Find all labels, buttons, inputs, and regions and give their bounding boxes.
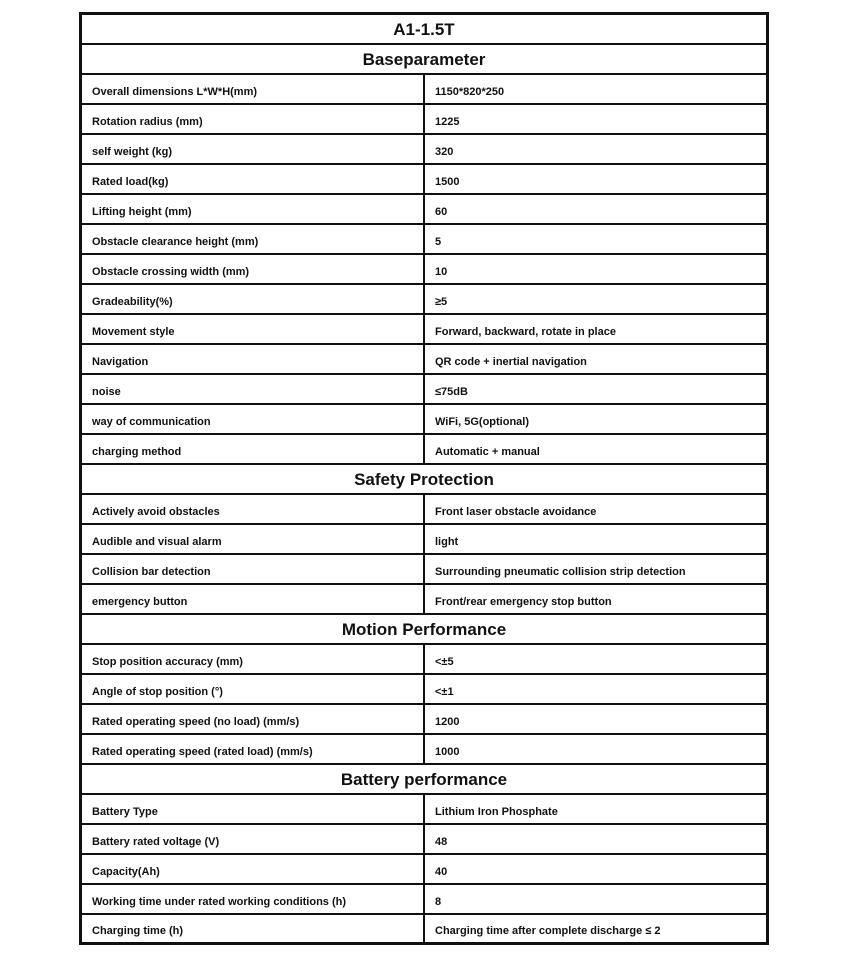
table-row <box>81 644 768 674</box>
spec-value: QR code + inertial navigation <box>424 344 768 374</box>
spec-value: 60 <box>424 194 768 224</box>
spec-value: Front/rear emergency stop button <box>424 584 768 614</box>
spec-value: Surrounding pneumatic collision strip detection <box>424 554 768 584</box>
spec-label: Charging time (h) <box>81 914 425 944</box>
table-row <box>81 494 768 524</box>
section-heading: Baseparameter <box>81 44 768 74</box>
spec-value: 1500 <box>424 164 768 194</box>
spec-label: charging method <box>81 434 425 464</box>
spec-label: Gradeability(%) <box>81 284 425 314</box>
spec-label: Obstacle clearance height (mm) <box>81 224 425 254</box>
spec-label: Rated operating speed (rated load) (mm/s) <box>81 734 425 764</box>
spec-label: Stop position accuracy (mm) <box>81 644 425 674</box>
table-row <box>81 674 768 704</box>
spec-value: Automatic + manual <box>424 434 768 464</box>
spec-label: Rated load(kg) <box>81 164 425 194</box>
spec-label: way of communication <box>81 404 425 434</box>
section-heading-row <box>81 764 768 794</box>
table-row <box>81 914 768 944</box>
table-row <box>81 734 768 764</box>
spec-label: Working time under rated working conditions (h) <box>81 884 425 914</box>
table-row <box>81 194 768 224</box>
spec-value: 5 <box>424 224 768 254</box>
table-title: A1-1.5T <box>81 14 768 44</box>
table-row <box>81 434 768 464</box>
spec-value: 40 <box>424 854 768 884</box>
spec-value: Front laser obstacle avoidance <box>424 494 768 524</box>
section-heading: Motion Performance <box>81 614 768 644</box>
spec-label: Audible and visual alarm <box>81 524 425 554</box>
section-heading-row <box>81 464 768 494</box>
table-row <box>81 164 768 194</box>
table-row <box>81 224 768 254</box>
table-row <box>81 284 768 314</box>
spec-label: Collision bar detection <box>81 554 425 584</box>
spec-value: ≤75dB <box>424 374 768 404</box>
spec-value: 1150*820*250 <box>424 74 768 104</box>
spec-value: Charging time after complete discharge ≤ 2 <box>424 914 768 944</box>
section-heading-row <box>81 44 768 74</box>
spec-label: emergency button <box>81 584 425 614</box>
spec-label: Rotation radius (mm) <box>81 104 425 134</box>
table-row <box>81 524 768 554</box>
spec-table-body <box>81 14 768 944</box>
table-row <box>81 344 768 374</box>
spec-value: Lithium Iron Phosphate <box>424 794 768 824</box>
section-heading-row <box>81 614 768 644</box>
spec-value: 320 <box>424 134 768 164</box>
spec-value: 8 <box>424 884 768 914</box>
spec-label: Actively avoid obstacles <box>81 494 425 524</box>
table-row <box>81 824 768 854</box>
table-row <box>81 74 768 104</box>
spec-value: Forward, backward, rotate in place <box>424 314 768 344</box>
spec-value: WiFi, 5G(optional) <box>424 404 768 434</box>
table-row <box>81 314 768 344</box>
table-row <box>81 554 768 584</box>
table-row <box>81 254 768 284</box>
spec-value: 1225 <box>424 104 768 134</box>
spec-label: Obstacle crossing width (mm) <box>81 254 425 284</box>
spec-label: Rated operating speed (no load) (mm/s) <box>81 704 425 734</box>
table-row <box>81 104 768 134</box>
table-row <box>81 404 768 434</box>
spec-value: light <box>424 524 768 554</box>
table-row <box>81 584 768 614</box>
spec-label: Movement style <box>81 314 425 344</box>
table-row <box>81 704 768 734</box>
spec-label: noise <box>81 374 425 404</box>
spec-label: Capacity(Ah) <box>81 854 425 884</box>
spec-label: Angle of stop position (°) <box>81 674 425 704</box>
spec-value: <±1 <box>424 674 768 704</box>
table-row <box>81 134 768 164</box>
spec-label: Battery rated voltage (V) <box>81 824 425 854</box>
section-heading: Battery performance <box>81 764 768 794</box>
table-row <box>81 374 768 404</box>
table-row <box>81 884 768 914</box>
table-row <box>81 854 768 884</box>
table-row <box>81 794 768 824</box>
spec-value: <±5 <box>424 644 768 674</box>
spec-value: 48 <box>424 824 768 854</box>
spec-label: Overall dimensions L*W*H(mm) <box>81 74 425 104</box>
spec-value: ≥5 <box>424 284 768 314</box>
spec-label: self weight (kg) <box>81 134 425 164</box>
spec-label: Battery Type <box>81 794 425 824</box>
spec-value: 10 <box>424 254 768 284</box>
table-title-row <box>81 14 768 44</box>
spec-value: 1000 <box>424 734 768 764</box>
spec-label: Navigation <box>81 344 425 374</box>
spec-value: 1200 <box>424 704 768 734</box>
spec-table <box>79 12 769 945</box>
spec-label: Lifting height (mm) <box>81 194 425 224</box>
section-heading: Safety Protection <box>81 464 768 494</box>
